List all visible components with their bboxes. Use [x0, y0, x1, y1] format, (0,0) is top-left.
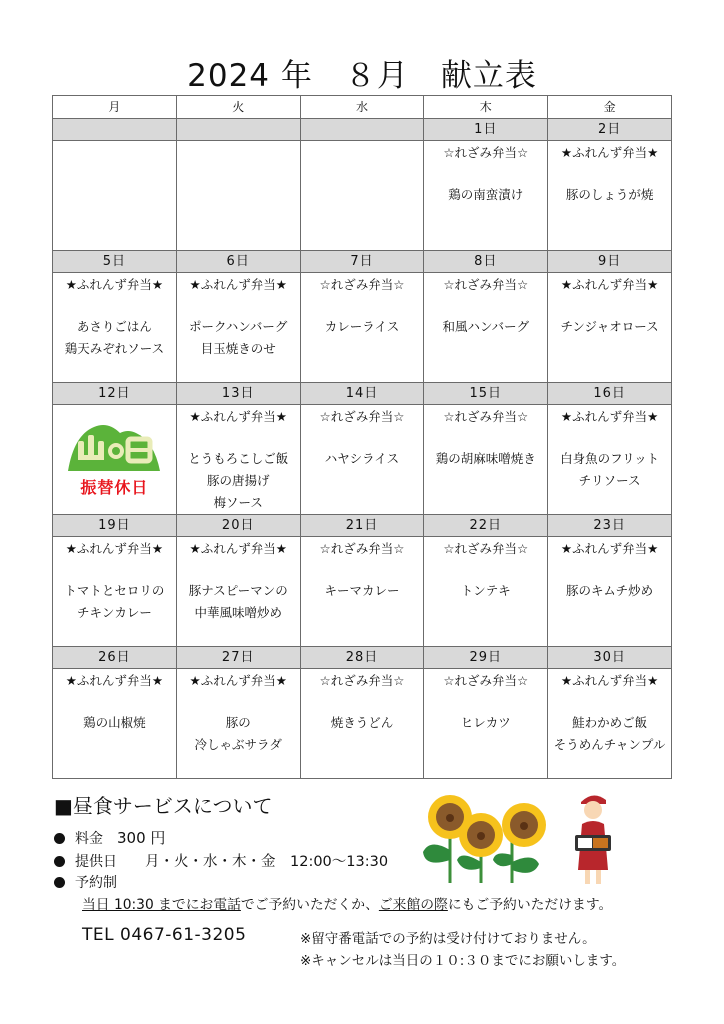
bento-type-label: ☆れざみ弁当☆	[443, 673, 529, 688]
menu-cell	[548, 141, 672, 251]
menu-calendar	[52, 95, 672, 779]
menu-items	[548, 712, 671, 756]
date-cell: 20日	[176, 515, 300, 537]
date-cell: 21日	[300, 515, 424, 537]
telephone-number: TEL 0467-61-3205	[82, 925, 247, 945]
date-cell: 13日	[176, 383, 300, 405]
weekday-header-row	[53, 96, 672, 119]
date-cell: 23日	[548, 515, 672, 537]
date-cell	[176, 119, 300, 141]
date-cell: 5日	[53, 251, 177, 273]
days-value: 月・火・水・木・金 12:00～13:30	[145, 854, 389, 870]
holiday-block	[53, 405, 176, 498]
menu-item: 中華風味噌炒め	[194, 605, 282, 620]
bento-type-label: ☆れざみ弁当☆	[319, 409, 405, 424]
date-cell: 6日	[176, 251, 300, 273]
reservation-label: 予約制	[75, 875, 117, 891]
menu-item: 冷しゃぶサラダ	[194, 737, 282, 752]
reservation-note-text: でご予約いただくか、	[240, 897, 379, 913]
weekday-fri: 金	[548, 96, 672, 119]
bento-type-label: ☆れざみ弁当☆	[443, 277, 529, 292]
bento-type-label: ★ふれんず弁当★	[189, 673, 287, 688]
bento-type-label: ★ふれんず弁当★	[65, 673, 164, 688]
date-cell	[53, 119, 177, 141]
bento-type-label: ★ふれんず弁当★	[189, 541, 287, 556]
lunch-service-heading: ■昼食サービスについて	[54, 794, 273, 818]
menu-cell	[176, 537, 300, 647]
bento-type-label: ☆れざみ弁当☆	[443, 541, 529, 556]
menu-cell	[53, 669, 177, 779]
date-cell: 26日	[53, 647, 177, 669]
menu-cell	[300, 537, 424, 647]
menu-item: 和風ハンバーグ	[442, 319, 530, 334]
menu-item: トマトとセロリの	[64, 583, 165, 598]
weekday-mon: 月	[53, 96, 177, 119]
menu-item: あさりごはん	[76, 319, 152, 334]
menu-items	[424, 448, 547, 470]
reservation-note-visit: ご来館の際	[378, 897, 448, 913]
menu-cell	[548, 537, 672, 647]
menu-cell	[424, 273, 548, 383]
reservation-note-text-end: にもご予約いただけます。	[447, 897, 613, 913]
reservation-note	[82, 893, 612, 913]
menu-cell	[176, 405, 300, 515]
date-cell: 8日	[424, 251, 548, 273]
weekday-tue: 火	[176, 96, 300, 119]
date-cell: 19日	[53, 515, 177, 537]
staff-icon	[575, 795, 611, 884]
sunflower-icon	[423, 795, 546, 883]
menu-items	[301, 316, 424, 338]
menu-item: 鶏の山椒焼	[83, 715, 146, 730]
menu-items	[301, 712, 424, 734]
menu-item: 梅ソース	[213, 495, 263, 510]
date-row	[53, 515, 672, 537]
bento-type-label: ☆れざみ弁当☆	[319, 541, 405, 556]
menu-item: キーマカレー	[324, 583, 400, 598]
bento-type-label: ★ふれんず弁当★	[65, 277, 164, 292]
bento-type-label: ★ふれんず弁当★	[560, 673, 659, 688]
menu-item: 豚ナスピーマンの	[188, 583, 288, 598]
bento-type-label: ★ふれんず弁当★	[189, 409, 287, 424]
menu-item: 白身魚のフリット	[560, 451, 660, 466]
menu-item: ハヤシライス	[324, 451, 400, 466]
holiday-label: 振替休日	[80, 478, 149, 497]
menu-items	[424, 316, 547, 338]
reservation-note-phone: 当日 10:30 までにお電話	[82, 897, 241, 913]
days-label: 提供日	[75, 854, 117, 870]
menu-row	[53, 273, 672, 383]
menu-item: 鶏の南蛮漬け	[448, 187, 524, 202]
date-cell: 1日	[424, 119, 548, 141]
date-row	[53, 647, 672, 669]
menu-cell	[300, 273, 424, 383]
menu-items	[177, 316, 300, 360]
menu-cell	[53, 273, 177, 383]
menu-cell	[548, 273, 672, 383]
menu-items	[548, 580, 671, 602]
bento-type-label: ★ふれんず弁当★	[560, 277, 659, 292]
menu-cell	[53, 537, 177, 647]
bento-type-label: ★ふれんず弁当★	[189, 277, 287, 292]
bullet-icon	[54, 877, 65, 888]
menu-item: 豚の唐揚げ	[206, 473, 270, 488]
menu-item: 鮭わかめご飯	[572, 715, 648, 730]
menu-item: 鶏の胡麻味噌焼き	[435, 451, 536, 466]
menu-item: 焼きうどん	[330, 715, 394, 730]
date-cell	[300, 119, 424, 141]
bento-type-label	[301, 144, 424, 162]
date-cell: 22日	[424, 515, 548, 537]
menu-cell	[300, 669, 424, 779]
menu-cell	[548, 669, 672, 779]
menu-items	[177, 712, 300, 756]
date-cell: 16日	[548, 383, 672, 405]
date-cell: 15日	[424, 383, 548, 405]
menu-item: トンテキ	[460, 583, 511, 598]
menu-cell	[176, 273, 300, 383]
menu-items	[53, 316, 176, 360]
date-cell: 7日	[300, 251, 424, 273]
bullet-icon	[54, 833, 65, 844]
bento-type-label: ★ふれんず弁当★	[65, 541, 164, 556]
weekday-thu: 木	[424, 96, 548, 119]
menu-item: チキンカレー	[76, 605, 152, 620]
menu-item: 豚の	[225, 715, 251, 730]
menu-items	[301, 448, 424, 470]
menu-items	[53, 712, 176, 734]
bento-type-label: ☆れざみ弁当☆	[319, 277, 405, 292]
menu-cell	[53, 405, 177, 515]
bento-type-label	[53, 144, 176, 162]
staff-with-bento-illustration	[568, 790, 618, 890]
menu-item: ポークハンバーグ	[189, 319, 288, 334]
menu-items	[424, 580, 547, 602]
menu-row	[53, 405, 672, 515]
date-cell: 27日	[176, 647, 300, 669]
menu-items	[548, 316, 671, 338]
menu-item: 豚のキムチ炒め	[566, 583, 654, 598]
bento-type-label: ★ふれんず弁当★	[560, 541, 659, 556]
menu-items	[177, 448, 300, 514]
menu-cell	[176, 141, 300, 251]
menu-item: そうめんチャンプル	[553, 737, 666, 752]
bento-type-label: ★ふれんず弁当★	[560, 409, 659, 424]
date-cell: 28日	[300, 647, 424, 669]
menu-cell	[300, 405, 424, 515]
date-row	[53, 251, 672, 273]
menu-row	[53, 669, 672, 779]
menu-items	[424, 184, 547, 206]
mountain-day-icon	[64, 415, 164, 473]
bento-type-label: ☆れざみ弁当☆	[443, 145, 529, 160]
date-cell: 12日	[53, 383, 177, 405]
bento-type-label: ☆れざみ弁当☆	[319, 673, 405, 688]
weekday-wed: 水	[300, 96, 424, 119]
menu-row	[53, 537, 672, 647]
menu-items	[548, 184, 671, 206]
bento-type-label	[177, 144, 300, 162]
warning-voicemail: ※留守番電話での予約は受け付けておりません。	[300, 931, 596, 947]
menu-cell	[548, 405, 672, 515]
menu-item: チリソース	[578, 473, 641, 488]
menu-item: カレーライス	[324, 319, 400, 334]
menu-items	[177, 580, 300, 624]
price-info	[54, 827, 165, 848]
menu-item: チンジャオロース	[560, 319, 659, 334]
menu-item: ヒレカツ	[460, 715, 511, 730]
bento-type-label: ☆れざみ弁当☆	[443, 409, 529, 424]
date-cell: 14日	[300, 383, 424, 405]
date-row	[53, 119, 672, 141]
bento-type-label: ★ふれんず弁当★	[560, 145, 659, 160]
menu-items	[301, 580, 424, 602]
menu-cell	[424, 669, 548, 779]
page-title: 2024 年 ８月 献立表	[187, 58, 537, 94]
bullet-icon	[54, 856, 65, 867]
price-label: 料金	[75, 831, 103, 847]
date-cell: 2日	[548, 119, 672, 141]
menu-cell	[300, 141, 424, 251]
menu-cell	[424, 405, 548, 515]
date-cell: 29日	[424, 647, 548, 669]
menu-items	[424, 712, 547, 734]
menu-item: とうもろこしご飯	[188, 451, 289, 466]
menu-row	[53, 141, 672, 251]
menu-items	[548, 448, 671, 492]
menu-cell	[53, 141, 177, 251]
reservation-info	[54, 872, 117, 892]
date-cell: 30日	[548, 647, 672, 669]
sunflowers-illustration	[415, 790, 555, 886]
warning-cancel: ※キャンセルは当日の１０:３０までにお願いします。	[300, 953, 626, 969]
price-value: 300 円	[117, 829, 166, 847]
menu-item: 鶏天みぞれソース	[64, 341, 165, 356]
menu-items	[53, 580, 176, 624]
menu-cell	[424, 537, 548, 647]
service-days-info	[54, 850, 388, 871]
menu-item: 目玉焼きのせ	[200, 341, 276, 356]
date-row	[53, 383, 672, 405]
menu-item: 豚のしょうが焼	[565, 187, 654, 202]
date-cell: 9日	[548, 251, 672, 273]
menu-cell	[176, 669, 300, 779]
menu-cell	[424, 141, 548, 251]
